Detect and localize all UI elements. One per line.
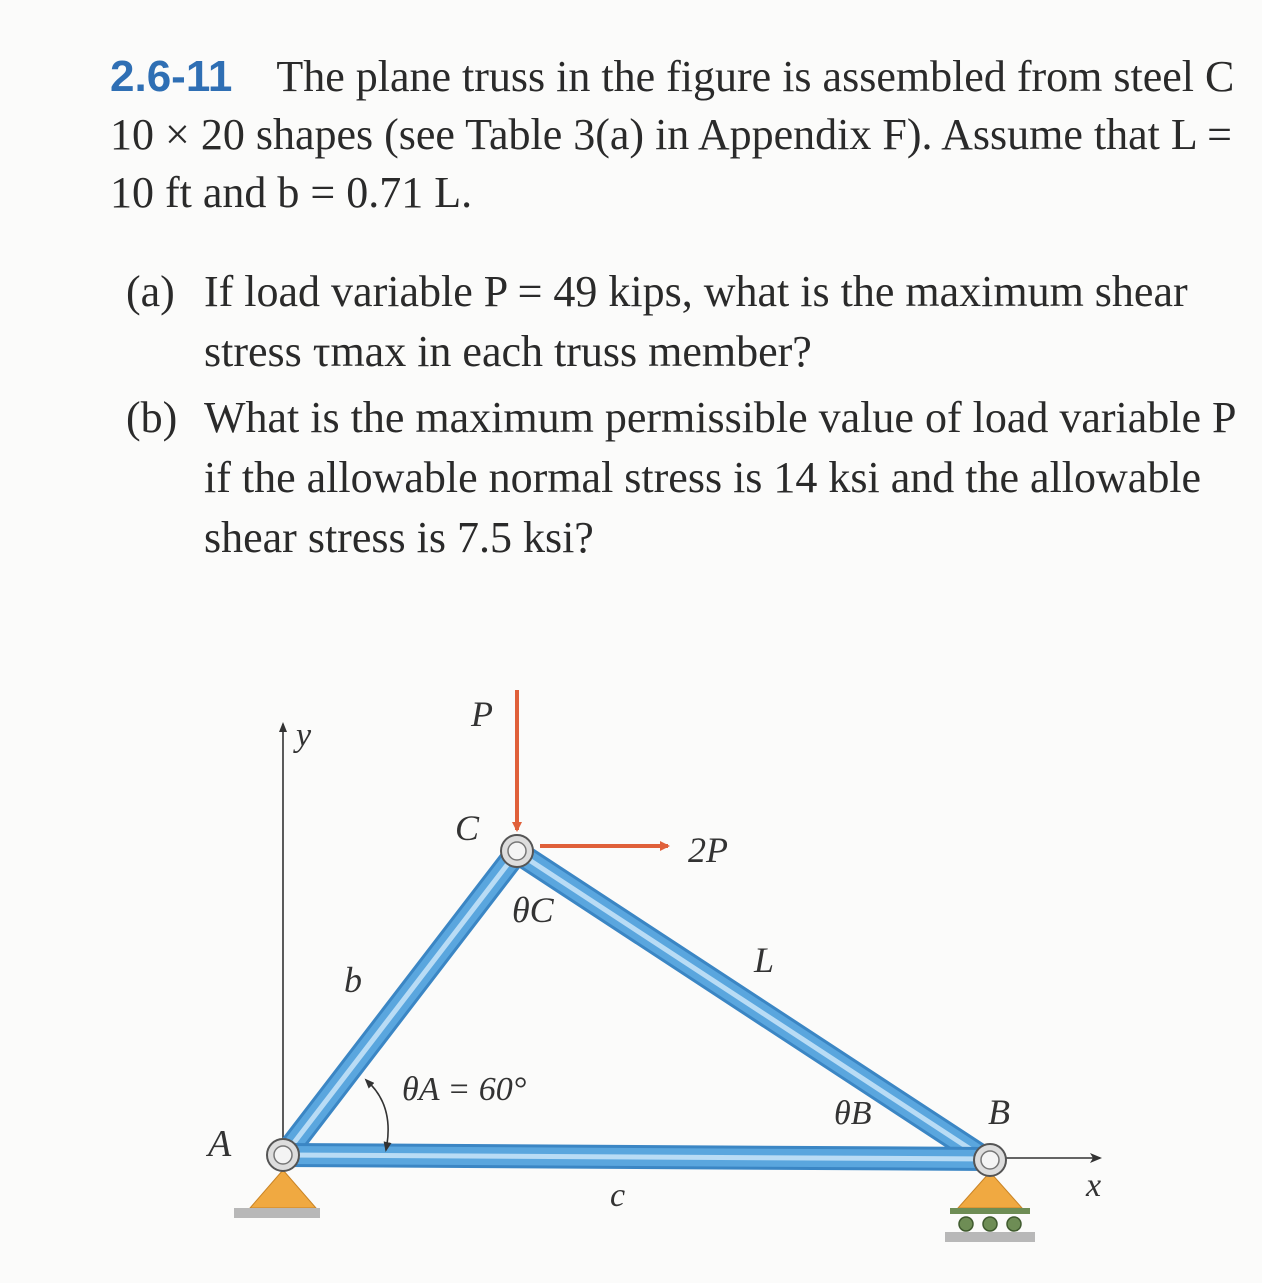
problem-parts bbox=[126, 262, 1236, 574]
member-c-label: c bbox=[610, 1177, 626, 1214]
theta-b-label: θB bbox=[834, 1095, 872, 1132]
theta-c-label: θC bbox=[512, 890, 554, 930]
part-b-label: (b) bbox=[126, 393, 178, 442]
member-cb bbox=[517, 852, 990, 1162]
theta-a-label: θA = 60° bbox=[402, 1071, 527, 1108]
member-l-label: L bbox=[754, 940, 775, 980]
x-axis-label: x bbox=[1086, 1167, 1102, 1204]
part-a-label: (a) bbox=[126, 267, 175, 316]
pin-b bbox=[974, 1144, 1006, 1176]
roller-support-b bbox=[945, 1172, 1035, 1242]
member-ab bbox=[283, 1155, 990, 1159]
truss-figure bbox=[0, 640, 1262, 1278]
member-b-label: b bbox=[344, 960, 362, 1000]
node-c-label: C bbox=[455, 808, 480, 848]
part-a bbox=[126, 262, 1236, 382]
y-axis-label: y bbox=[296, 717, 312, 754]
part-b bbox=[126, 388, 1236, 568]
pin-a bbox=[267, 1139, 299, 1171]
problem-statement bbox=[110, 48, 1240, 222]
part-a-text: If load variable P = 49 kips, what is the maximum shear stress τmax in each truss member? bbox=[204, 267, 1188, 376]
problem-text: The plane truss in the figure is assembled from steel C 10 × 20 shapes (see Table 3(a) in Appendix F). Assume that L = 10 ft and b = 0.71 L. bbox=[110, 52, 1235, 217]
truss-diagram bbox=[0, 640, 1262, 1278]
node-b-label: B bbox=[988, 1092, 1010, 1132]
part-b-text: What is the maximum permissible value of load variable P if the allowable normal stress is 14 ksi and the allowable shear stress is 7.5 ksi? bbox=[204, 393, 1235, 562]
member-ac bbox=[283, 852, 517, 1157]
problem-number: 2.6-11 bbox=[110, 52, 233, 101]
load-2p-label: 2P bbox=[688, 830, 728, 870]
node-a-label: A bbox=[208, 1123, 232, 1165]
pin-c bbox=[501, 835, 533, 867]
pin-support-a bbox=[234, 1170, 320, 1218]
theta-a-arc bbox=[366, 1080, 388, 1150]
load-p-label: P bbox=[471, 694, 493, 734]
